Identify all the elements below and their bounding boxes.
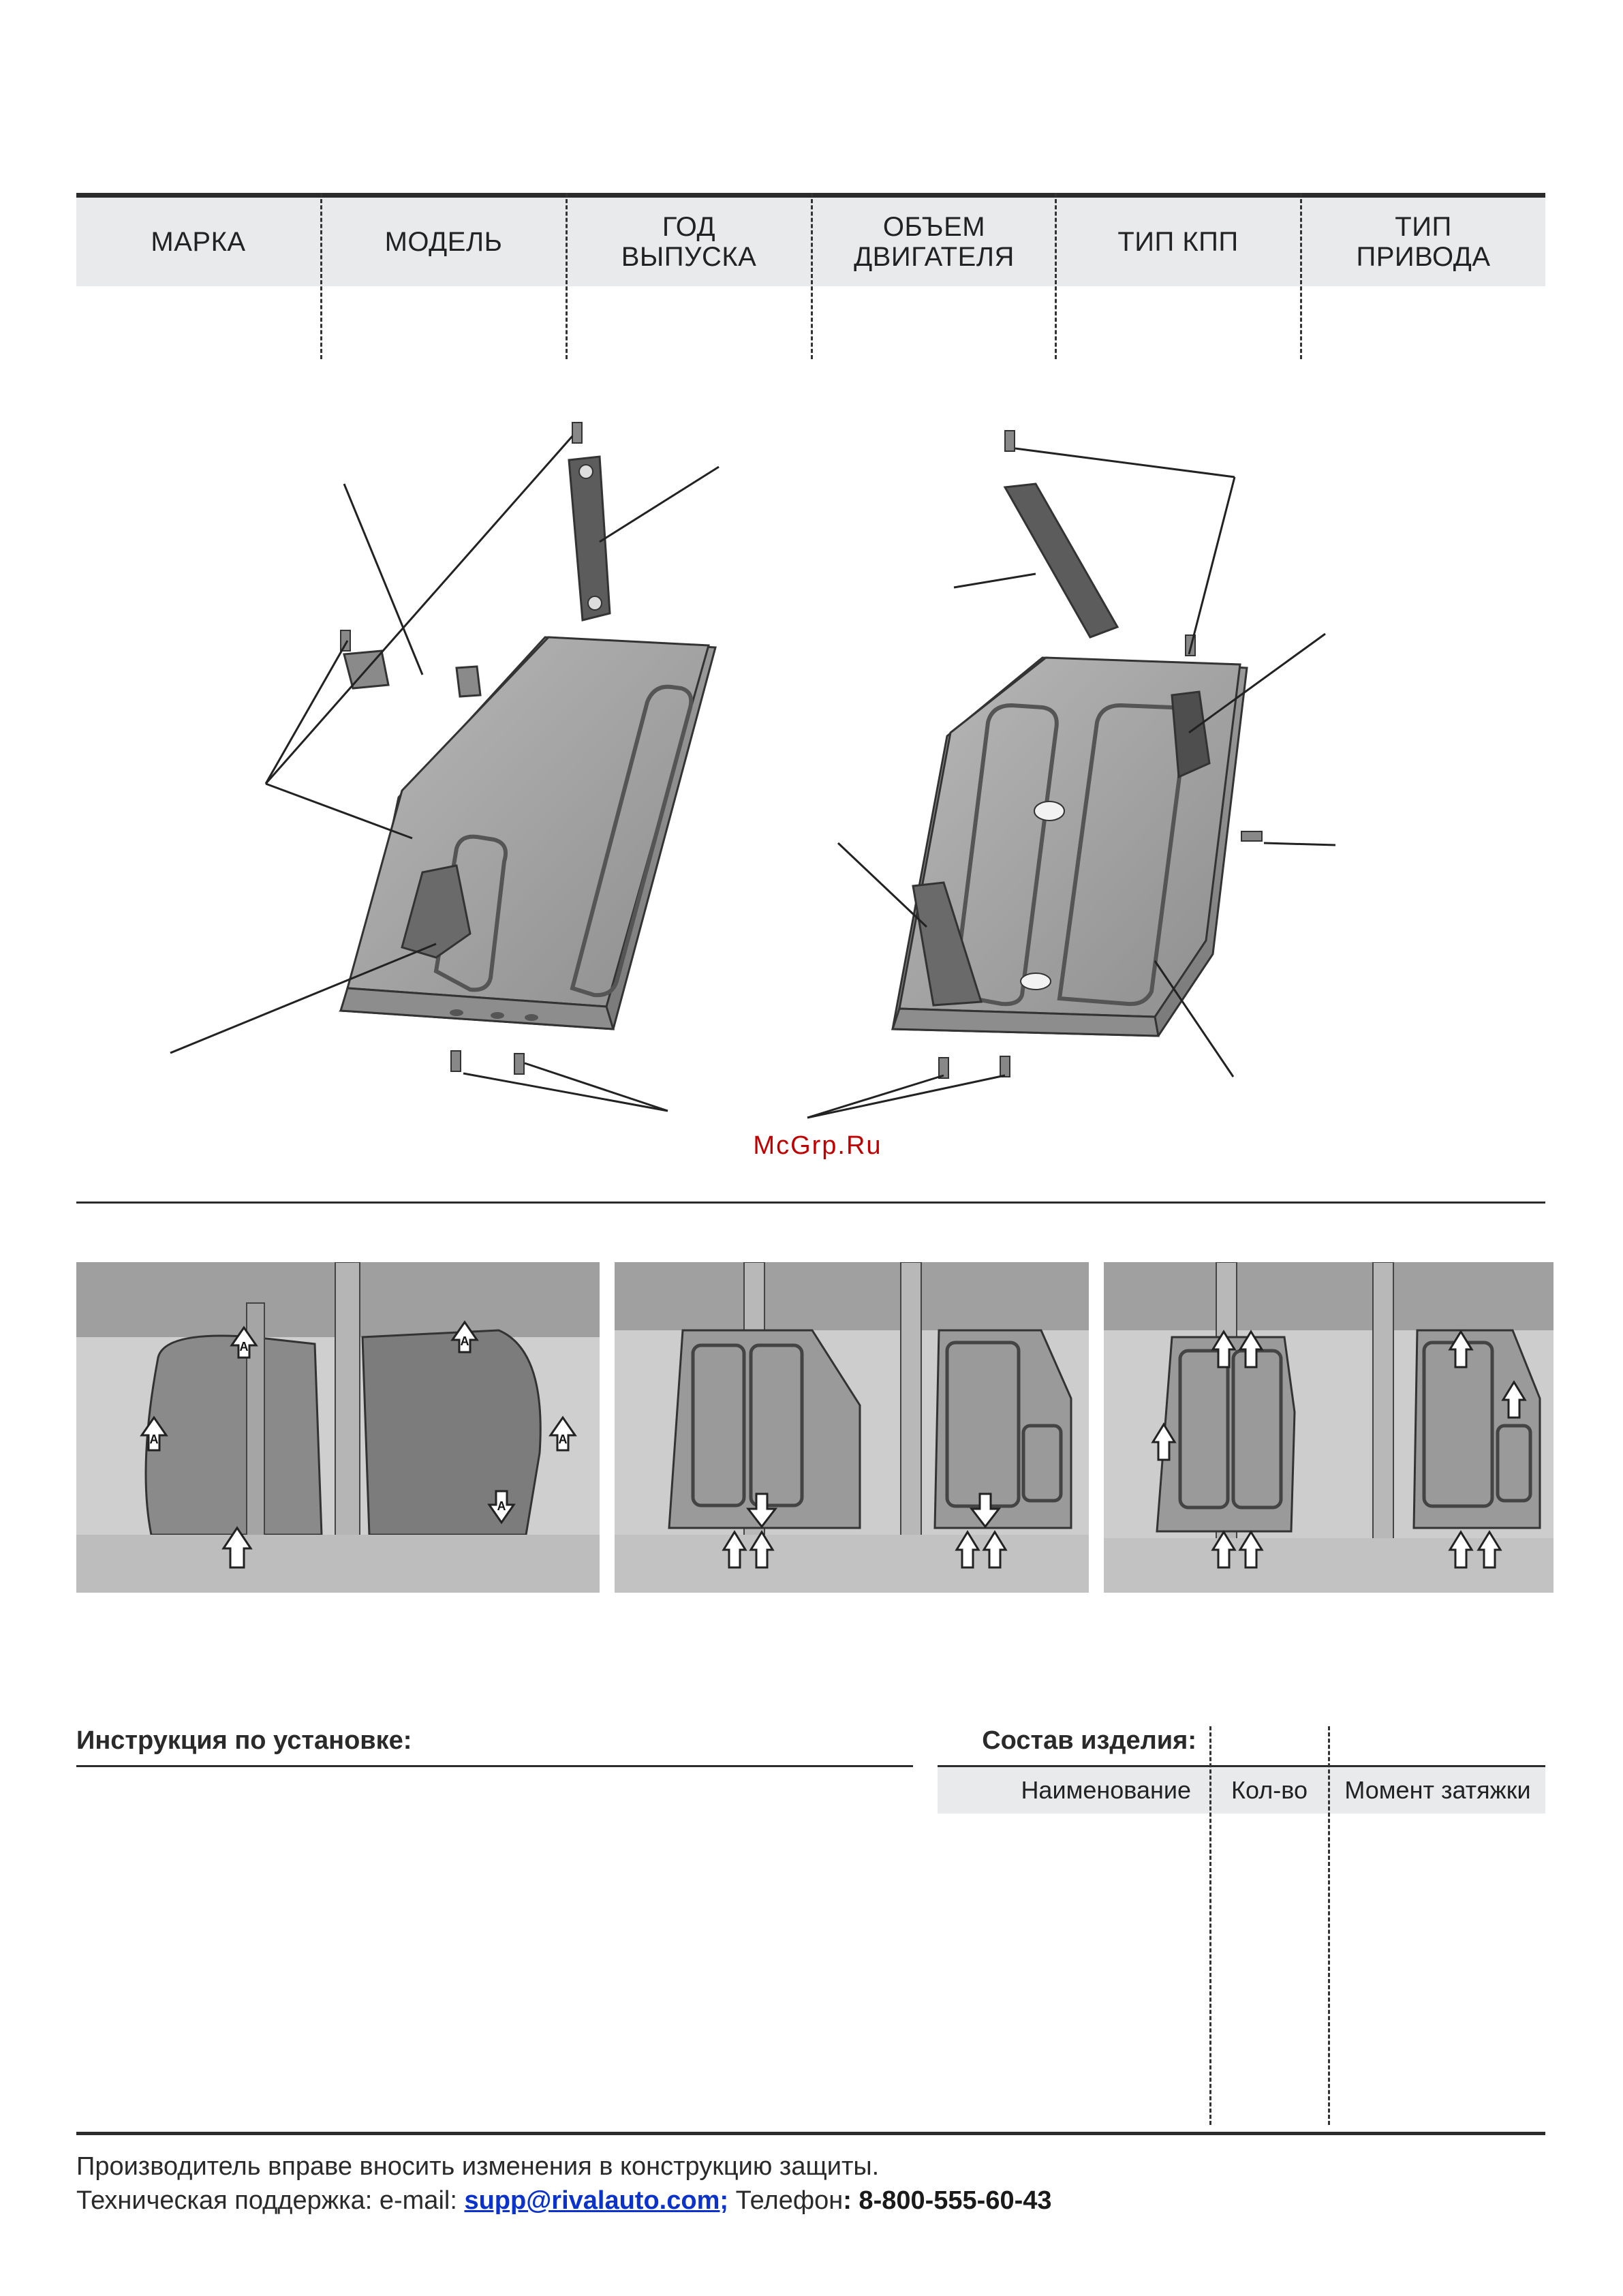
marker-label: A [558,1433,568,1446]
right-tank-shield [807,431,1335,1118]
spec-divider [1300,193,1302,359]
marker-label: A [497,1499,506,1513]
instructions-rule [76,1765,913,1767]
spec-col-brand: МАРКА [151,227,246,257]
exploded-diagrams [136,395,1363,1131]
spec-col-drive: ТИП ПРИВОДА [1356,212,1491,272]
spec-col-model: МОДЕЛЬ [384,227,503,257]
footer-rule [76,2132,1545,2135]
install-photo-3 [1104,1262,1554,1593]
footer-support [76,2186,1052,2216]
spec-divider [566,193,568,359]
support-phone: : 8-800-555-60-43 [843,2186,1052,2215]
spec-divider [1055,193,1057,359]
parts-col-qty: Кол-во [1231,1776,1308,1804]
instructions-title: Инструкция по установке: [76,1726,412,1755]
parts-title: Состав изделия: [982,1726,1196,1755]
marker-label: A [149,1433,159,1446]
left-tank-shield [170,423,719,1111]
support-email-link[interactable]: supp@rivalauto.com; [464,2186,729,2215]
footer-disclaimer: Производитель вправе вносить изменения в конструкцию защиты. [76,2152,880,2181]
parts-divider [1328,1726,1330,2125]
watermark: McGrp.Ru [753,1131,882,1160]
spec-col-year: ГОД ВЫПУСКА [621,212,757,272]
install-photo-1 [76,1262,600,1593]
parts-col-torque: Момент затяжки [1344,1776,1531,1804]
vehicle-spec-table [76,193,1545,359]
parts-col-name: Наименование [1021,1776,1191,1804]
spec-col-gearbox: ТИП КПП [1117,227,1239,257]
support-label: Техническая поддержка: e-mail: [76,2186,465,2215]
spec-divider [320,193,322,359]
spec-divider [811,193,813,359]
marker-label: A [460,1334,469,1348]
phone-label: Телефон [728,2186,844,2215]
install-photo-2 [615,1262,1089,1593]
marker-label: A [239,1340,249,1353]
spec-col-engine: ОБЪЕМ ДВИГАТЕЛЯ [854,212,1015,272]
parts-divider [1209,1726,1211,2125]
section-divider [76,1201,1545,1204]
